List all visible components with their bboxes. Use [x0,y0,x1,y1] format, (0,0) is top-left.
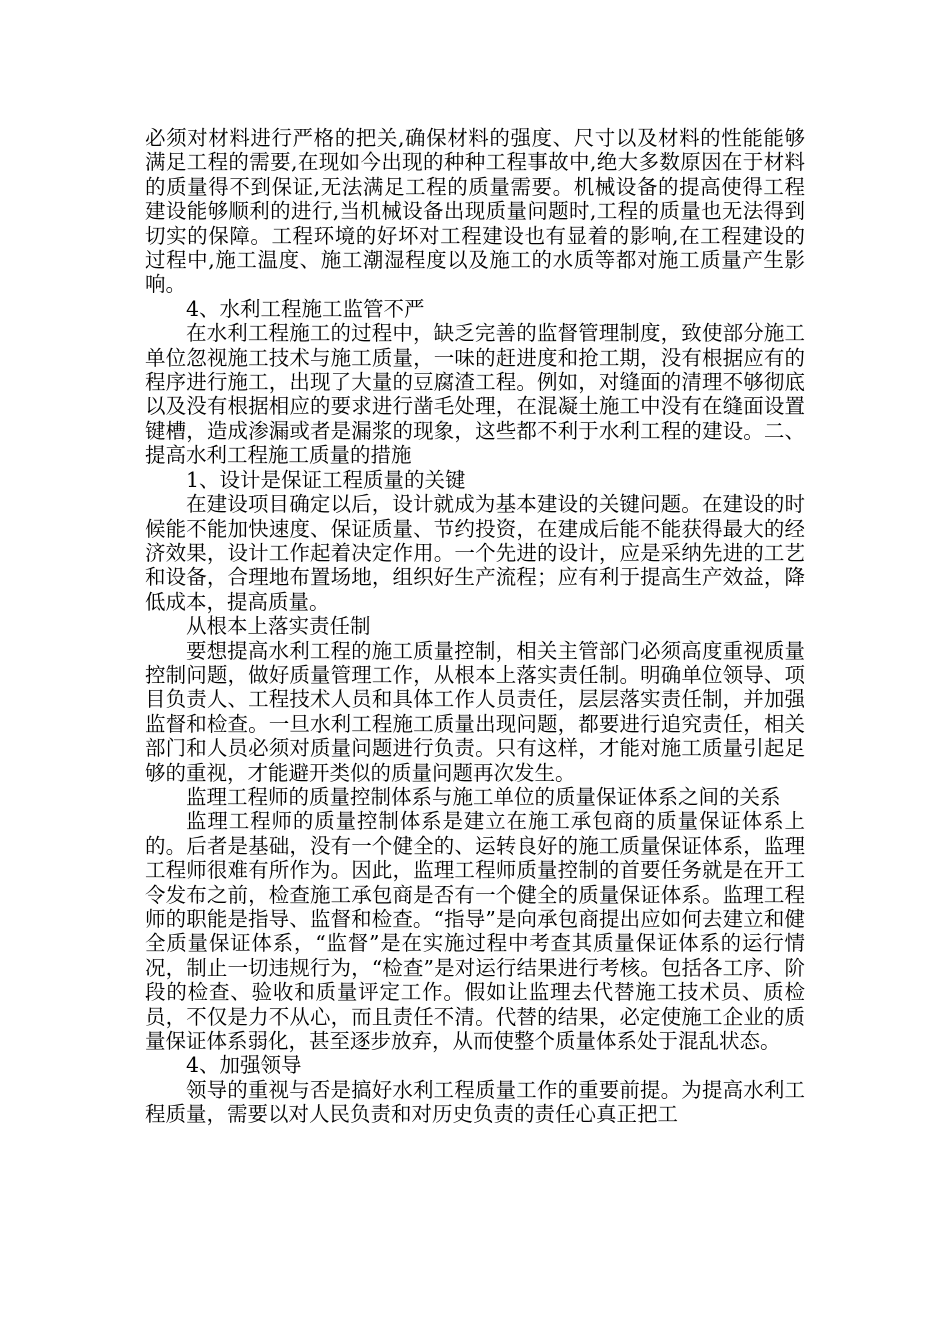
paragraph-supervision-lax: 在水利工程施工的过程中，缺乏完善的监督管理制度，致使部分施工单位忽视施工技术与施工质量，一味的赶进度和抢工期，没有根据应有的程序进行施工，出现了大量的豆腐渣工程。例如，对缝面的清理不够彻底以及没有根据相应的要求进行凿毛处理，在混凝土施工中没有在缝面设置键槽，造成渗漏或者是漏浆的现象，这些都不利于水利工程的建设。二、提高水利工程施工质量的措施 [145,321,805,468]
heading-design-key: 1、设计是保证工程质量的关键 [186,467,466,492]
heading-responsibility: 从根本上落实责任制 [186,614,371,639]
paragraph-design-key: 在建设项目确定以后，设计就成为基本建设的关键问题。在建设的时候能不能加快速度、保证质量、节约投资，在建成后能不能获得最大的经济效果，设计工作起着决定作用。一个先进的设计，应是采纳先进的工艺和设备，合理地布置场地，组织好生产流程；应有利于提高生产效益，降低成本，提高质量。 [145,492,805,614]
heading-leadership: 4、加强领导 [186,1053,302,1078]
heading-quality-systems: 监理工程师的质量控制体系与施工单位的质量保证体系之间的关系 [186,784,781,809]
paragraph-responsibility: 要想提高水利工程的施工质量控制，相关主管部门必须高度重视质量控制问题，做好质量管理工作，从根本上落实责任制。明确单位领导、项目负责人、工程技术人员和具体工作人员责任，层层落实责任制，并加强监督和检查。一旦水利工程施工质量出现问题，都要进行追究责任，相关部门和人员必须对质量问题进行负责。只有这样，才能对施工质量引起足够的重视，才能避开类似的质量问题再次发生。 [145,638,805,785]
paragraph-leadership: 领导的重视与否是搞好水利工程质量工作的重要前提。为提高水利工程质量，需要以对人民负责和对历史负责的责任心真正把工 [145,1077,805,1127]
document-body [145,126,805,1127]
heading-supervision-lax: 4、水利工程施工监管不严 [186,296,425,321]
paragraph-material-control: 必须对材料进行严格的把关,确保材料的强度、尺寸以及材料的性能能够满足工程的需要,在现如今出现的种种工程事故中,绝大多数原因在于材料的质量得不到保证,无法满足工程的质量需要。机械设备的提高使得工程建设能够顺利的进行,当机械设备出现质量问题时,工程的质量也无法得到切实的保障。工程环境的好坏对工程建设也有显着的影响,在工程建设的过程中,施工温度、施工潮湿程度以及施工的水质等都对施工质量产生影响。 [145,126,805,297]
paragraph-quality-systems: 监理工程师的质量控制体系是建立在施工承包商的质量保证体系上的。后者是基础，没有一个健全的、运转良好的施工质量保证体系，监理工程师很难有所作为。因此，监理工程师质量控制的首要任务就是在开工令发布之前，检查施工承包商是否有一个健全的质量保证体系。监理工程师的职能是指导、监督和检查。“指导”是向承包商提出应如何去建立和健全质量保证体系，“监督”是在实施过程中考查其质量保证体系的运行情况，制止一切违规行为，“检查”是对运行结果进行考核。包括各工序、阶段的检查、验收和质量评定工作。假如让监理去代替施工技术员、质检员，不仅是力不从心，而且责任不清。代替的结果，必定使施工企业的质量保证体系弱化，甚至逐步放弃，从而使整个质量体系处于混乱状态。 [145,809,805,1054]
